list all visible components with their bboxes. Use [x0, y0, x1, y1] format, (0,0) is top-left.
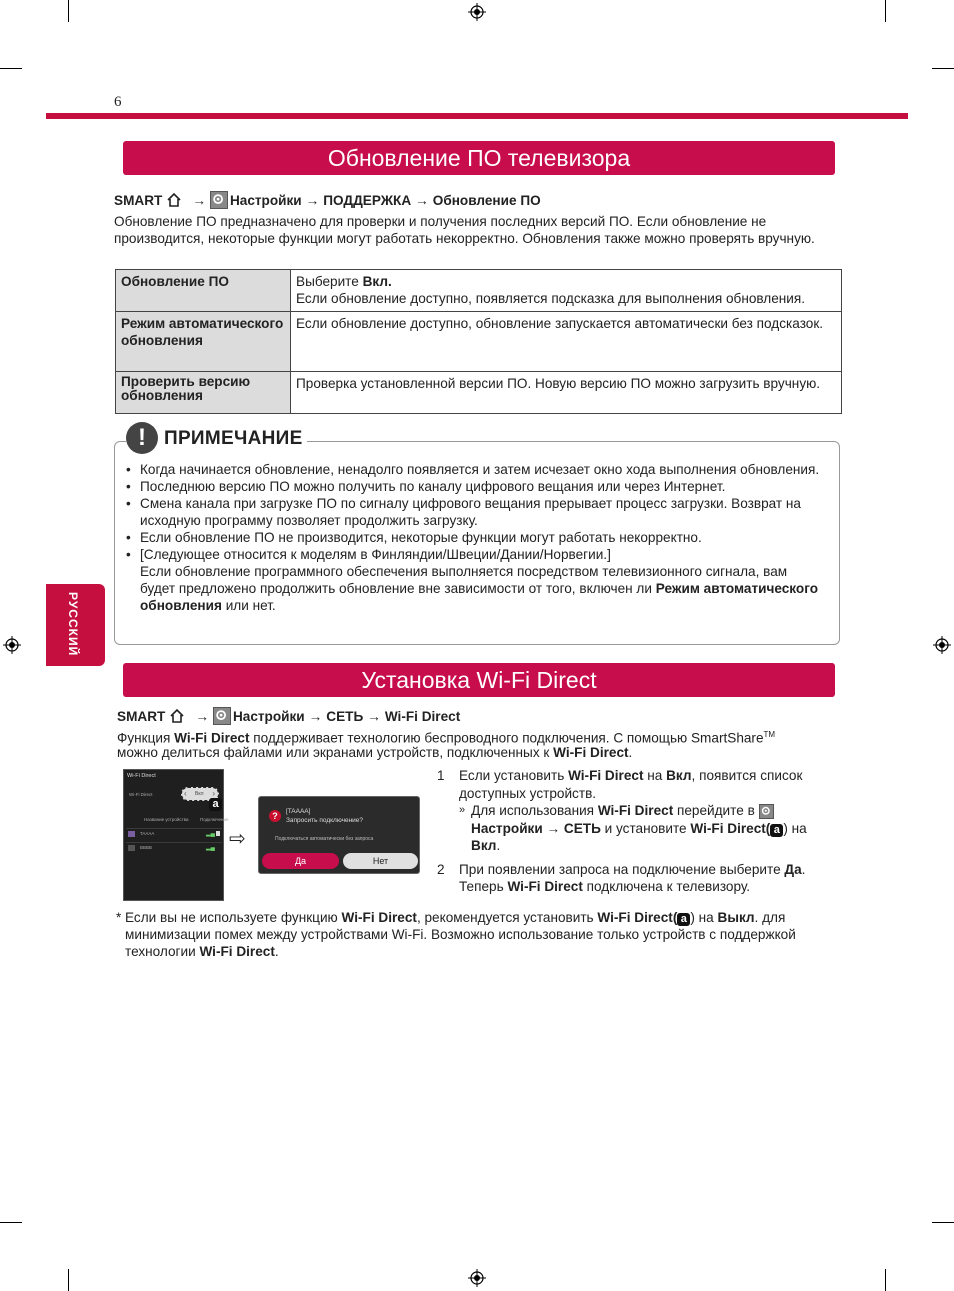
top-rule — [46, 113, 908, 119]
arrow-right-icon: ⇨ — [229, 828, 246, 850]
sub-marker: » — [459, 804, 466, 816]
callout-badge-a: a — [209, 798, 222, 811]
footnote-star: * — [116, 910, 122, 925]
list-item: • [Следующее относится к моделям в Финляндии/Швеции/Дании/Норвегии.] Если обновление программного обеспечения выполняется посредством телевизионного сигнала, вам будет предложено продолжить обновление вне зависимости от того, включен ли Режим автоматического обновления или нет. — [126, 546, 826, 614]
section2-intro: Функция Wi-Fi Direct поддерживает технологию беспроводного подключения. С помощью SmartShare™ можно делиться файлами или экранами устройств, подключенных к Wi-Fi Direct. — [117, 730, 776, 761]
home-icon — [169, 708, 185, 724]
wifi-direct-steps — [437, 767, 837, 896]
crop-mark — [0, 1222, 22, 1223]
footnote: * Если вы не используете функцию Wi-Fi Direct, рекомендуется установить Wi-Fi Direct( a ) на Выкл. для минимизации помех между устройствами Wi-Fi. Возможно использование только устройств с поддержкой технологии Wi-Fi Direct. — [116, 910, 796, 959]
chevron-right-icon: › — [212, 789, 215, 798]
breadcrumb-update: Обновление ПО — [432, 192, 541, 208]
no-button[interactable]: Нет — [343, 853, 418, 869]
table-key: Проверить версию обновления — [116, 372, 291, 414]
device-icon — [128, 845, 135, 851]
dialog-question: Запросить подключение? — [286, 817, 364, 824]
gear-icon — [210, 191, 228, 209]
crop-mark — [68, 1269, 69, 1291]
breadcrumb-smart: SMART — [114, 192, 163, 208]
breadcrumb-software-update — [114, 191, 541, 209]
crop-mark — [932, 1222, 954, 1223]
breadcrumb-network: СЕТЬ — [326, 708, 364, 724]
table-row — [116, 372, 842, 414]
screen-title: Wi-Fi Direct — [127, 773, 156, 779]
section-title-software-update: Обновление ПО телевизора — [123, 141, 835, 175]
step-1: 1 Если установить Wi-Fi Direct на Вкл, появится список доступных устройств. — [437, 768, 803, 801]
breadcrumb-arrow: → — [367, 708, 381, 724]
registration-mark-icon — [468, 1269, 486, 1287]
registration-mark-icon — [468, 3, 486, 21]
device-icon — [128, 831, 135, 837]
list-item: • Когда начинается обновление, ненадолго появляется и затем исчезает окно хода выполнения обновления. — [126, 461, 826, 478]
crop-mark — [68, 0, 69, 22]
home-icon — [166, 192, 182, 208]
list-item: • Если обновление ПО не производится, некоторые функции могут работать некорректно. — [126, 529, 826, 546]
breadcrumb-arrow: → — [305, 192, 320, 208]
software-update-table — [115, 269, 842, 414]
list-item: • Смена канала при загрузке ПО по сигналу цифрового вещания прерывает процесс загрузки. Возврат на исходную программу позволяет продолжить загрузку. — [126, 495, 826, 529]
exclamation-icon: ! — [126, 422, 158, 454]
question-icon: ? — [269, 810, 281, 822]
breadcrumb-settings: Настройки — [232, 708, 305, 724]
device-name: BBBB — [140, 845, 153, 850]
note-list — [126, 461, 826, 614]
step-1-sub: » Для использования Wi-Fi Direct перейдите в Настройки → СЕТЬ и установите Wi-Fi Direct( a ) на Вкл. — [459, 803, 807, 853]
table-row — [116, 312, 842, 372]
connection-request-dialog — [258, 796, 420, 874]
table-value: Проверка установленной версии ПО. Новую версию ПО можно загрузить вручную. — [291, 372, 842, 414]
note-title: ПРИМЕЧАНИЕ — [164, 427, 303, 449]
table-key: Обновление ПО — [116, 270, 291, 312]
language-tab — [46, 584, 105, 666]
gear-icon — [213, 707, 231, 725]
signal-icon: ▂▄ — [206, 831, 215, 837]
table-value: Выберите Вкл. Если обновление доступно, появляется подсказка для выполнения обновления. — [291, 270, 842, 312]
breadcrumb-settings: Настройки — [229, 192, 302, 208]
badge-a: a — [677, 913, 690, 926]
chevron-left-icon: ‹ — [184, 789, 187, 798]
signal-icon: ▂▄ — [206, 845, 215, 851]
section1-intro: Обновление ПО предназначено для проверки и получения последних версий ПО. Если обновление не производится, некоторые функции могут работать некорректно. Обновления также можно проверять вручную. — [114, 214, 815, 246]
page-number: 6 — [114, 94, 122, 110]
breadcrumb-support: ПОДДЕРЖКА — [323, 192, 412, 208]
table-row — [116, 270, 842, 312]
wifi-direct-label: Wi-Fi Direct — [129, 792, 153, 797]
breadcrumb-smart: SMART — [117, 708, 166, 724]
breadcrumb-wifi-direct-item: Wi-Fi Direct — [384, 708, 461, 724]
yes-button[interactable]: Да — [262, 853, 339, 869]
breadcrumb-wifi-direct — [117, 707, 460, 725]
toggle-value: Вкл — [195, 791, 204, 797]
column-connection: Подключение — [200, 817, 229, 822]
step-number: 2 — [437, 861, 445, 877]
dialog-auto-connect[interactable]: Подключаться автоматически без запроса — [275, 836, 374, 842]
breadcrumb-arrow: → — [195, 708, 209, 724]
column-device-name: Название устройства — [144, 817, 189, 822]
registration-mark-icon — [3, 636, 21, 654]
gear-icon — [759, 804, 774, 819]
crop-mark — [885, 0, 886, 22]
device-status-icon — [216, 831, 220, 836]
crop-mark — [0, 68, 22, 69]
breadcrumb-arrow: → — [308, 708, 323, 724]
step-number: 1 — [437, 768, 445, 783]
badge-a: a — [770, 824, 783, 837]
device-name: TAAAA — [140, 831, 155, 836]
breadcrumb-arrow: → — [192, 192, 206, 208]
crop-mark — [932, 68, 954, 69]
registration-mark-icon — [933, 636, 951, 654]
step-2: 2 При появлении запроса на подключение выберите Да. Теперь Wi-Fi Direct подключена к телевизору. — [437, 861, 806, 894]
breadcrumb-arrow: → — [415, 192, 429, 208]
table-key: Режим автоматического обновления — [116, 312, 291, 372]
list-item: • Последнюю версию ПО можно получить по каналу цифрового вещания или через Интернет. — [126, 478, 826, 495]
dialog-device: [TAAAA] — [286, 808, 311, 815]
language-tab-label: РУССКИЙ — [66, 592, 80, 657]
list-item[interactable] — [126, 842, 222, 852]
crop-mark — [885, 1269, 886, 1291]
table-value: Если обновление доступно, обновление запускается автоматически без подсказок. — [291, 312, 842, 372]
note-header — [126, 422, 307, 454]
list-item[interactable] — [126, 828, 222, 838]
section-title-wifi-direct: Установка Wi-Fi Direct — [123, 663, 835, 697]
